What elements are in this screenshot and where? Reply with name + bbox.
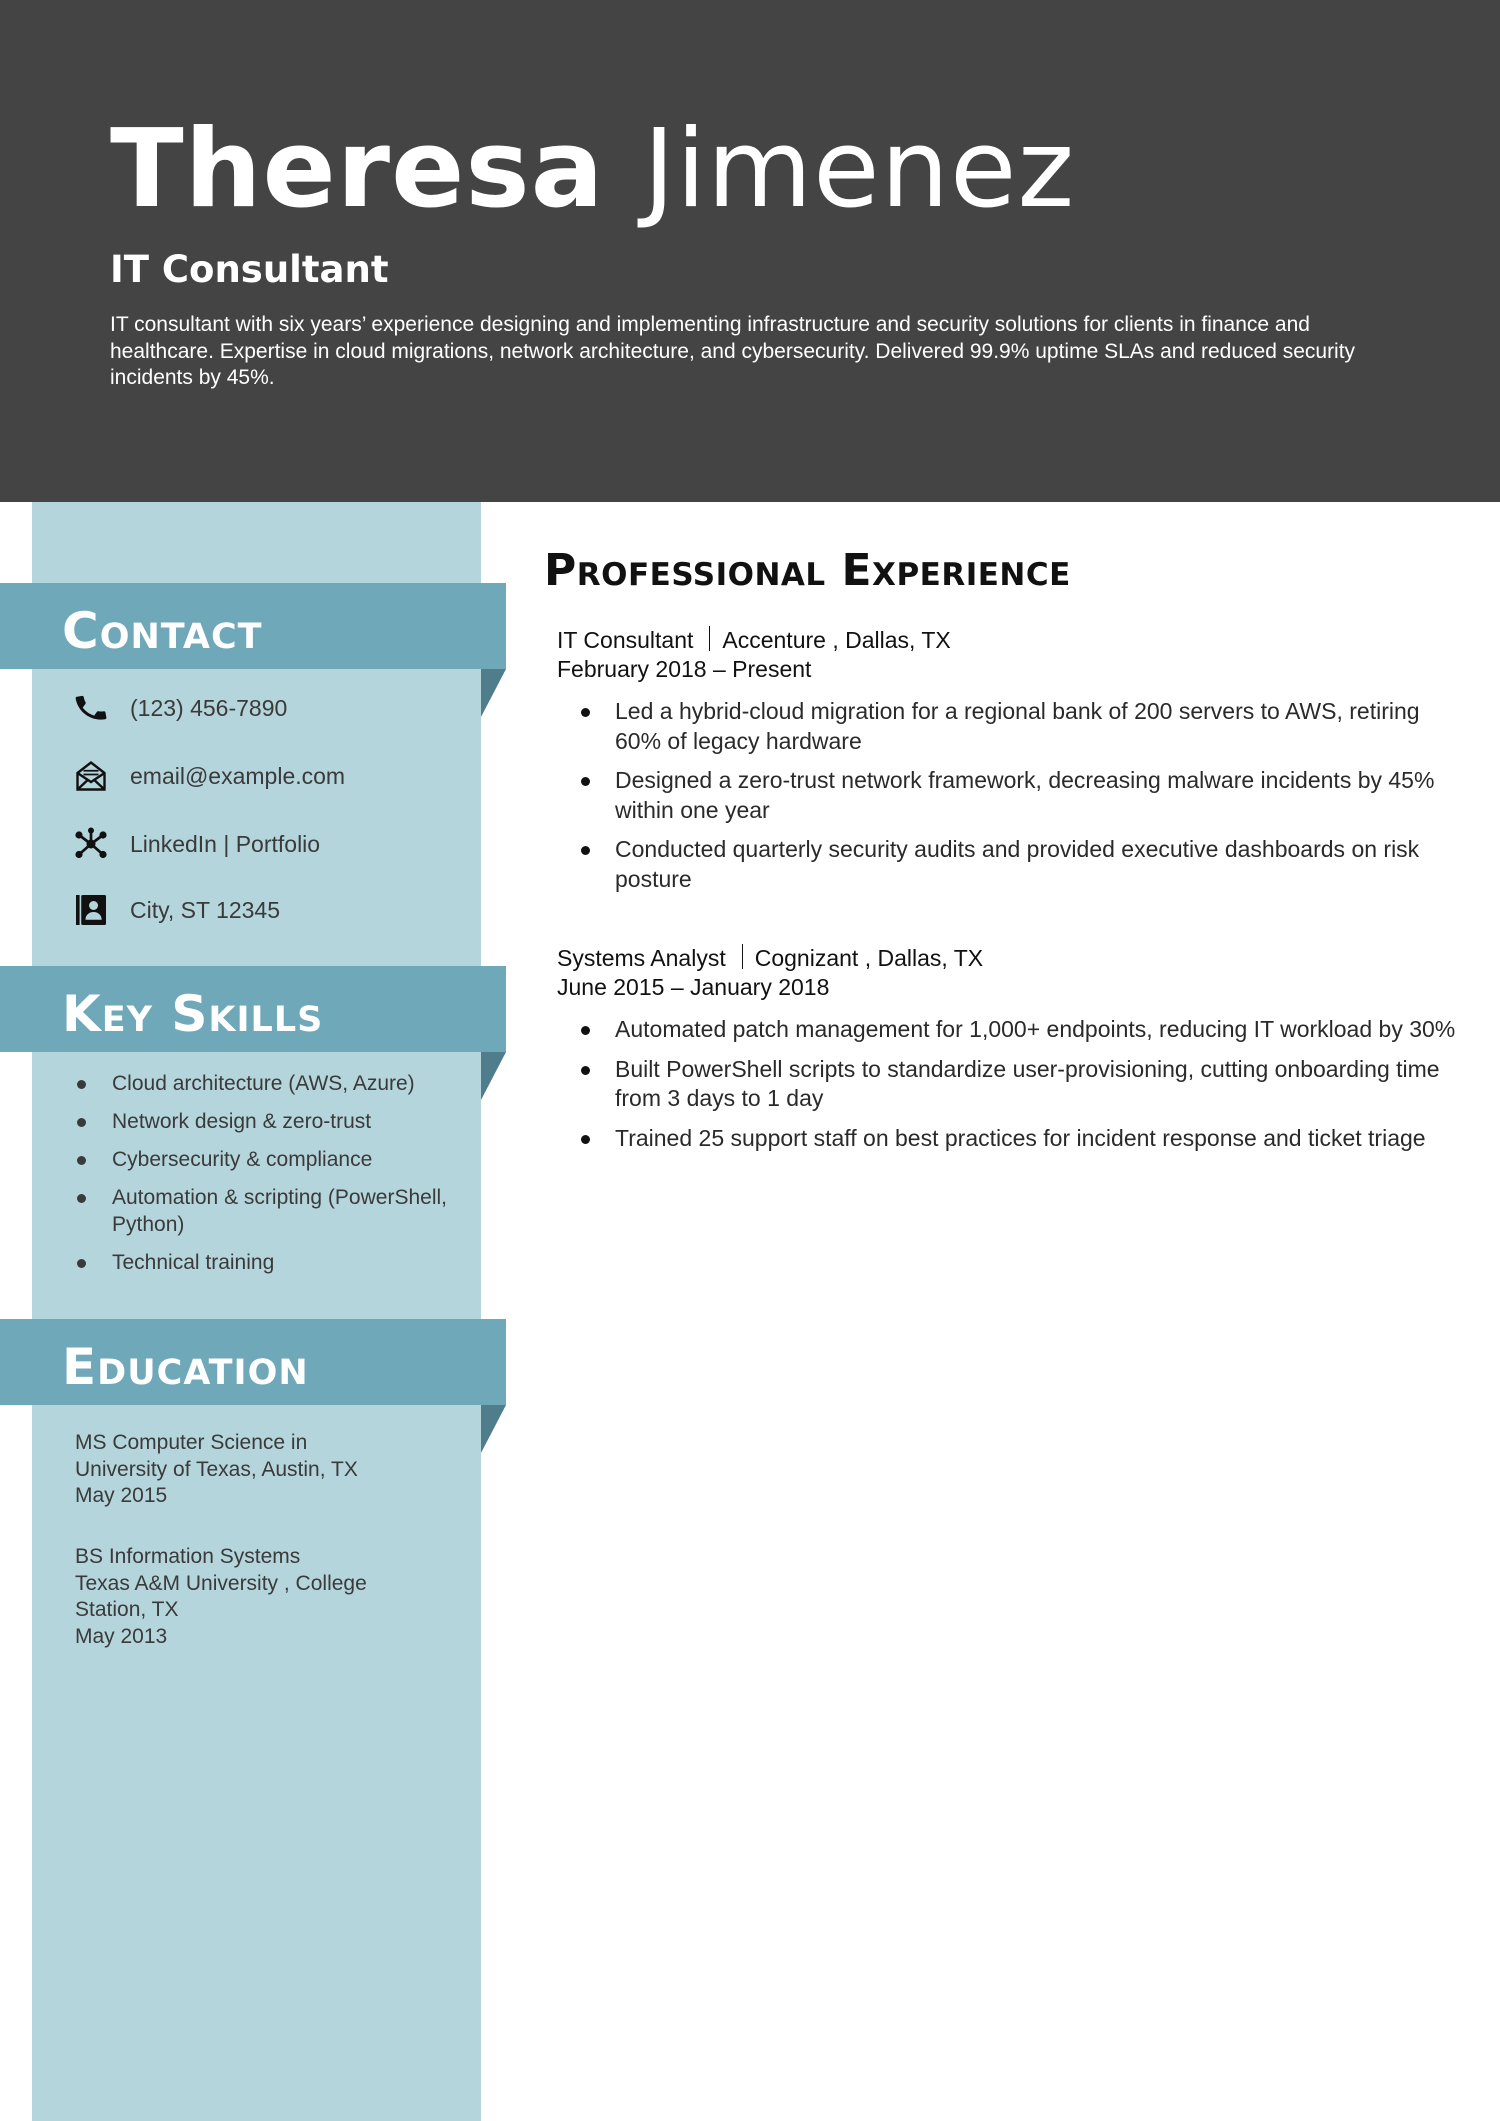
contact-heading: Contact [62, 602, 263, 660]
list-item: Trained 25 support staff on best practices for incident response and ticket triage [557, 1124, 1457, 1154]
skills-heading-band [0, 966, 506, 1052]
skills-heading: Key Skills [62, 985, 324, 1043]
job-dates: June 2015 – January 2018 [557, 974, 830, 1000]
job-bullets [557, 1015, 1457, 1153]
experience-heading: Professional Experience [544, 545, 1071, 596]
last-name: Jimenez [643, 107, 1076, 232]
job-role-company [557, 626, 1457, 655]
contact-heading-band [0, 583, 506, 669]
contact-links [72, 824, 320, 864]
job-role-company [557, 944, 1457, 973]
list-item: Designed a zero-trust network framework, decreasing malware incidents by 45% within one year [557, 766, 1457, 825]
resume-header [0, 0, 1500, 502]
education-heading: Education [62, 1338, 309, 1396]
address-book-icon [72, 891, 110, 929]
envelope-icon [72, 757, 110, 795]
list-item: Network design & zero-trust [72, 1108, 452, 1135]
skills-list [72, 1070, 452, 1287]
job-company: Cognizant , Dallas, TX [754, 945, 984, 971]
education-band-fold [481, 1405, 506, 1453]
education-entry [75, 1430, 405, 1510]
job-entry [557, 944, 1457, 1163]
education-entry [75, 1544, 405, 1650]
contact-email [72, 756, 345, 796]
contact-phone [72, 688, 287, 728]
job-role: IT Consultant [557, 627, 694, 653]
phone-icon [72, 689, 110, 727]
degree: BS Information Systems [75, 1545, 301, 1568]
list-item: Cybersecurity & compliance [72, 1146, 452, 1173]
job-bullets [557, 697, 1457, 894]
degree: MS Computer Science in [75, 1431, 308, 1454]
city-state-zip: City, ST 12345 [130, 896, 281, 923]
profile-summary: IT consultant with six years’ experience designing and implementing infrastructure and security solutions for clients in finance and healthcare. Expertise in cloud migrations, network architecture, and cybersecurity. Delivered 99.9% uptime SLAs and reduced security incidents by 45%. [110, 313, 1356, 389]
school: Texas A&M University , College Station, TX [75, 1571, 367, 1621]
network-icon [72, 825, 110, 863]
phone-number: (123) 456-7890 [130, 694, 288, 721]
list-item: Automation & scripting (PowerShell, Python) [72, 1184, 452, 1238]
list-item: Conducted quarterly security audits and provided executive dashboards on risk posture [557, 835, 1457, 894]
list-item: Technical training [72, 1249, 452, 1276]
list-item: Led a hybrid-cloud migration for a regional bank of 200 servers to AWS, retiring 60% of legacy hardware [557, 697, 1457, 756]
job-entry [557, 626, 1457, 904]
education-heading-band [0, 1319, 506, 1405]
divider [709, 626, 710, 651]
graduation-date: May 2015 [75, 1484, 168, 1507]
linkedin-portfolio[interactable]: LinkedIn | Portfolio [130, 830, 321, 857]
job-title: IT Consultant [110, 248, 389, 291]
sidebar [32, 502, 481, 2121]
list-item: Cloud architecture (AWS, Azure) [72, 1070, 452, 1097]
contact-band-fold [481, 669, 506, 717]
job-company: Accenture , Dallas, TX [722, 627, 951, 653]
skills-band-fold [481, 1052, 506, 1100]
email-address: email@example.com [130, 762, 346, 789]
graduation-date: May 2013 [75, 1624, 168, 1648]
job-role: Systems Analyst [557, 945, 726, 971]
job-dates: February 2018 – Present [557, 656, 812, 682]
first-name: Theresa [110, 107, 605, 232]
list-item: Built PowerShell scripts to standardize user-provisioning, cutting onboarding time from 3 days to 1 day [557, 1055, 1457, 1114]
school: University of Texas, Austin, TX [75, 1457, 358, 1481]
divider [742, 944, 743, 969]
candidate-name [110, 105, 1075, 235]
list-item: Automated patch management for 1,000+ endpoints, reducing IT workload by 30% [557, 1015, 1457, 1045]
contact-address [72, 890, 280, 930]
